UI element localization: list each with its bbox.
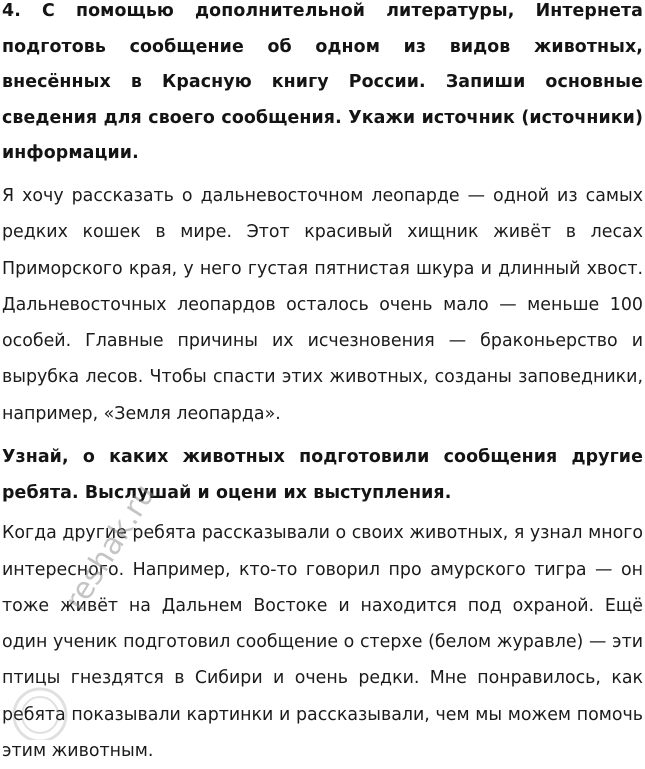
task-4-followup-prompt: Узнай, о каких животных подготовили сообщения другие ребята. Выслушай и оцени их выступления. bbox=[2, 447, 643, 503]
task-4-answer: Я хочу рассказать о дальневосточном леопарде — одной из самых редких кошек в мире. Этот красивый хищник живёт в лесах Приморского края, у него густая пятнистая шкура и длинный хвост. Дальневосточных леопардов осталось очень мало — меньше 100 особей. Главные причины их исчезновения — браконьерство и вырубка лесов. Чтобы спасти этих животных, созданы заповедники, например, «Земля леопарда». bbox=[2, 185, 643, 424]
watermark-text: reshak.ru bbox=[58, 478, 163, 617]
task-4-followup-answer: Когда другие ребята рассказывали о своих животных, я узнал много интересного. Например, кто-то говорил про амурского тигра — он тоже живёт на Дальнем Востоке и находится под охраной. Ещё один ученик подготовил сообщение о стерхе (белом журавле) — эти птицы гнездятся в Сибири и очень редки. Мне понравилось, как ребята показывали картинки и рассказывали, чем мы можем помочь этим животным. bbox=[2, 523, 643, 762]
document-page bbox=[2, 0, 643, 769]
task-4-prompt: 4. С помощью дополнительной литературы, Интернета подготовь сообщение об одном из видов животных, внесённых в Красную книгу России. Запиши основные сведения для своего сообщения. Укажи источник (источники) информации. bbox=[2, 1, 643, 164]
